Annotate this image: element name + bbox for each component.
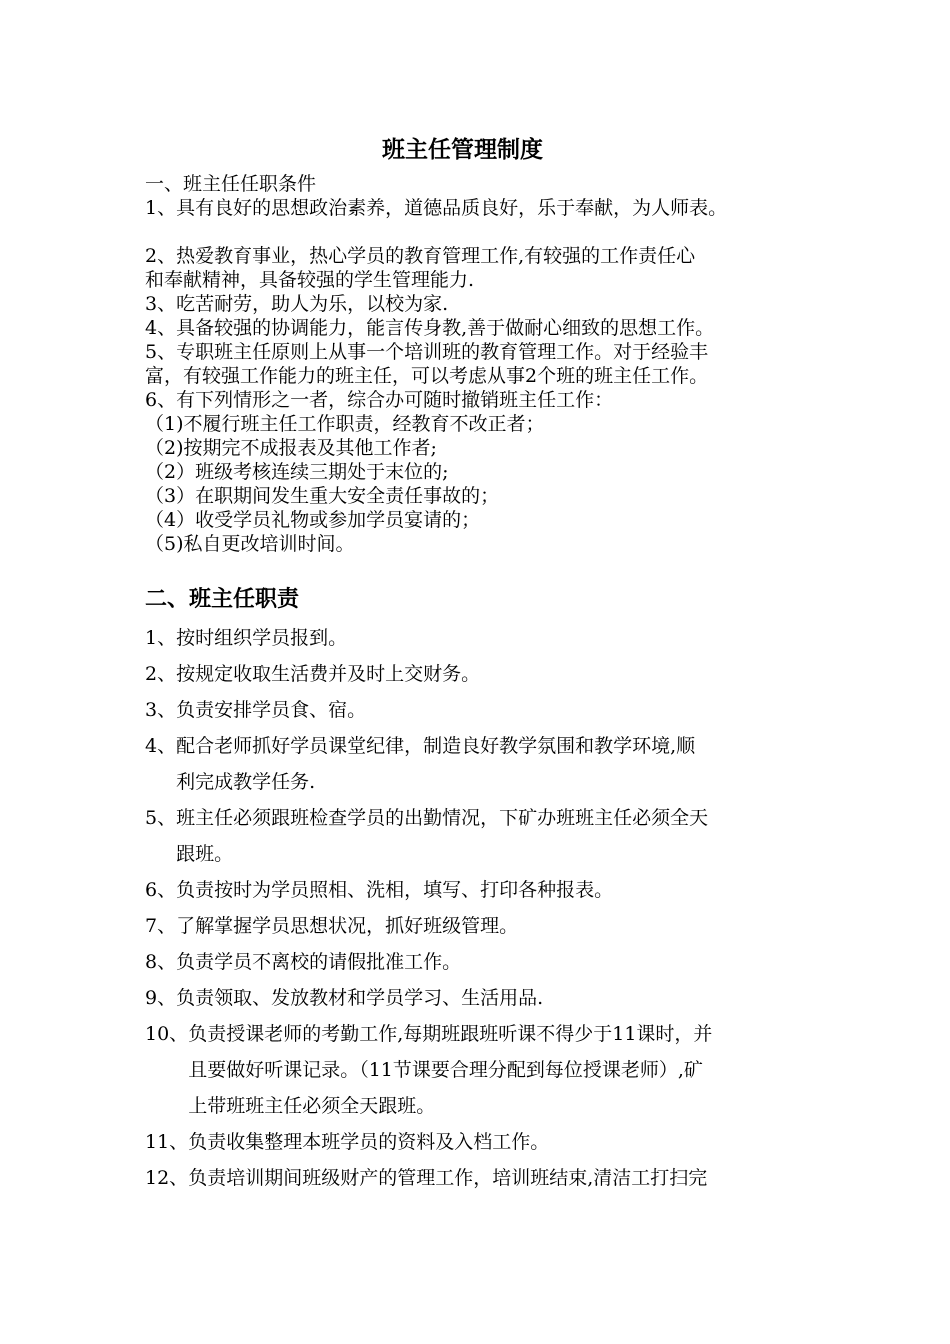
paragraph-line: 和奉献精神，具备较强的学生管理能力. bbox=[145, 269, 475, 291]
item-text: 配合老师抓好学员课堂纪律，制造良好教学氛围和教学环境,顺 bbox=[176, 735, 696, 757]
list-item bbox=[145, 944, 825, 980]
item-text: 且要做好听课记录。（11节课要合理分配到每位授课老师）,矿 bbox=[188, 1059, 703, 1081]
list-item bbox=[145, 908, 825, 944]
item-number: 10、 bbox=[145, 1023, 189, 1045]
item-number: 5、 bbox=[145, 807, 177, 829]
document-title: 班主任管理制度 bbox=[382, 136, 543, 163]
item-text: 按时组织学员报到。 bbox=[176, 627, 348, 649]
item-number: 11、 bbox=[145, 1131, 189, 1153]
section-2-list bbox=[145, 620, 825, 1196]
paragraph-line: 1、具有良好的思想政治素养，道德品质良好，乐于奉献，为人师表。 bbox=[145, 197, 728, 219]
list-item bbox=[145, 980, 825, 1016]
blank-line bbox=[145, 220, 825, 244]
list-item bbox=[145, 1160, 825, 1196]
item-text: 利完成教学任务. bbox=[176, 771, 316, 793]
item-text: 按规定收取生活费并及时上交财务。 bbox=[176, 663, 481, 685]
item-number: 7、 bbox=[145, 915, 177, 937]
item-text: 跟班。 bbox=[176, 843, 234, 865]
item-text: 负责学员不离校的请假批准工作。 bbox=[176, 951, 462, 973]
list-item bbox=[145, 800, 825, 872]
paragraph-line: 3、吃苦耐劳，助人为乐，以校为家. bbox=[145, 293, 449, 315]
list-item bbox=[145, 872, 825, 908]
item-text: 负责收集整理本班学员的资料及入档工作。 bbox=[188, 1131, 550, 1153]
paragraph-line: 5、专职班主任原则上从事一个培训班的教育管理工作。对于经验丰 bbox=[145, 341, 709, 363]
paragraph-line: 4、具备较强的协调能力，能言传身教,善于做耐心细致的思想工作。 bbox=[145, 317, 715, 339]
item-number: 1、 bbox=[145, 627, 177, 649]
sub-item: （2）班级考核连续三期处于末位的; bbox=[145, 461, 449, 483]
paragraph-line: 6、有下列情形之一者，综合办可随时撤销班主任工作： bbox=[145, 389, 614, 411]
list-item bbox=[145, 1016, 825, 1124]
sub-item: （5)私自更改培训时间。 bbox=[145, 533, 355, 555]
item-number: 6、 bbox=[145, 879, 177, 901]
section-1 bbox=[145, 172, 825, 556]
paragraph-line: 富，有较强工作能力的班主任，可以考虑从事2个班的班主任工作。 bbox=[145, 365, 709, 387]
item-text: 负责培训期间班级财产的管理工作，培训班结束,清洁工打扫完 bbox=[188, 1167, 708, 1189]
section-2-heading: 二、班主任职责 bbox=[145, 586, 300, 612]
item-text: 了解掌握学员思想状况，抓好班级管理。 bbox=[176, 915, 519, 937]
item-number: 2、 bbox=[145, 663, 177, 685]
list-item bbox=[145, 1124, 825, 1160]
item-number: 8、 bbox=[145, 951, 177, 973]
item-text: 负责安排学员食、宿。 bbox=[176, 699, 367, 721]
sub-item: （4）收受学员礼物或参加学员宴请的； bbox=[145, 509, 481, 531]
item-text: 负责领取、发放教材和学员学习、生活用品. bbox=[176, 987, 544, 1009]
item-number: 4、 bbox=[145, 735, 177, 757]
sub-item: （3）在职期间发生重大安全责任事故的； bbox=[145, 485, 500, 507]
sub-item: （2)按期完不成报表及其他工作者; bbox=[145, 437, 437, 459]
section-1-heading: 一、班主任任职条件 bbox=[145, 173, 317, 195]
item-number: 12、 bbox=[145, 1167, 189, 1189]
item-number: 3、 bbox=[145, 699, 177, 721]
item-text: 上带班班主任必须全天跟班。 bbox=[188, 1095, 436, 1117]
sub-item: （1)不履行班主任工作职责，经教育不改正者； bbox=[145, 413, 545, 435]
list-item bbox=[145, 620, 825, 656]
list-item bbox=[145, 656, 825, 692]
item-text: 负责按时为学员照相、洗相，填写、打印各种报表。 bbox=[176, 879, 614, 901]
item-text: 班主任必须跟班检查学员的出勤情况，下矿办班班主任必须全天 bbox=[176, 807, 709, 829]
list-item bbox=[145, 692, 825, 728]
item-number: 9、 bbox=[145, 987, 177, 1009]
list-item bbox=[145, 728, 825, 800]
item-text: 负责授课老师的考勤工作,每期班跟班听课不得少于11课时，并 bbox=[188, 1023, 713, 1045]
paragraph-line: 2、热爱教育事业，热心学员的教育管理工作,有较强的工作责任心 bbox=[145, 245, 696, 267]
